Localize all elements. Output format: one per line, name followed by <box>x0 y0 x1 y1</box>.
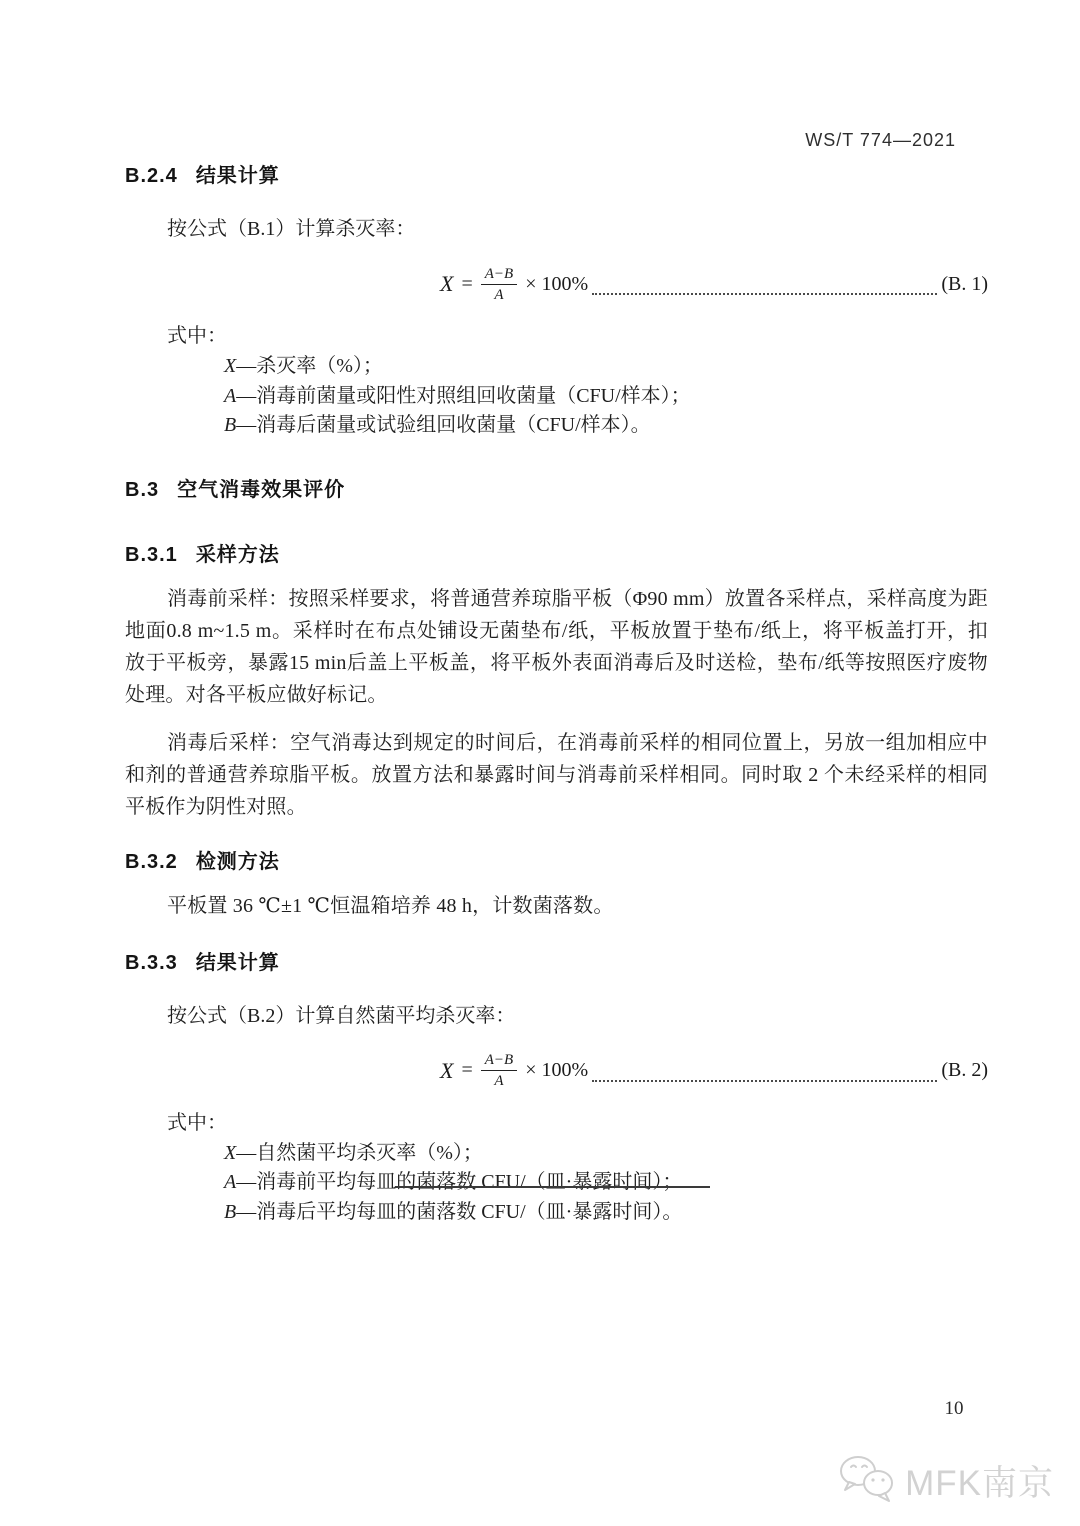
section-number: B.3.1 <box>125 543 178 566</box>
section-heading-b32 <box>125 845 988 874</box>
definition-var: A <box>224 384 237 407</box>
paragraph-sampling-before: 消毒前采样：按照采样要求，将普通营养琼脂平板（Φ90 mm）放置各采样点，采样高度为距地面0.8 m~1.5 m。采样时在布点处铺设无菌垫布/纸，平板放置于垫布/纸上，将平板盖打开，扣放于平板旁，暴露15 min后盖上平板盖，将平板外表面消毒后及时送检，垫布/纸等按照医疗废物处理。对各平板应做好标记。 <box>125 587 988 706</box>
definition-item <box>125 1168 988 1198</box>
section-title: 结果计算 <box>195 951 280 974</box>
section-number: B.3.3 <box>125 951 178 974</box>
fraction <box>481 1051 517 1090</box>
formula-b1 <box>125 259 988 309</box>
where-label: 式中： <box>167 325 227 347</box>
definition-text: —自然菌平均杀灭率（%）； <box>236 1141 483 1164</box>
section-title: 采样方法 <box>195 543 280 566</box>
formula-lhs: X <box>440 271 454 296</box>
definition-var: A <box>224 1171 237 1193</box>
section-heading-b31 <box>125 538 988 567</box>
formula-multiplier: × 100% <box>525 272 589 295</box>
definition-text: —消毒后菌量或试验组回收菌量（CFU/样本）。 <box>236 414 651 436</box>
section-heading-b24 <box>125 159 988 188</box>
definition-var: X <box>224 355 237 377</box>
definition-text: —消毒前平均每皿的菌落数 CFU/（皿·暴露时间）； <box>236 1171 683 1193</box>
formula-label: (B. 2) <box>941 1059 988 1081</box>
text-column <box>125 0 988 1227</box>
section-heading-b33 <box>125 946 988 975</box>
section-heading-b3 <box>125 473 988 502</box>
formula-b1-intro: 按公式（B.1）计算杀灭率： <box>167 218 416 240</box>
section-number: B.3.2 <box>125 850 178 873</box>
definition-item <box>125 382 988 412</box>
watermark-text: MFK南京 <box>905 1463 1054 1503</box>
definition-var: X <box>224 1141 237 1164</box>
section-title: 空气消毒效果评价 <box>177 478 346 501</box>
watermark <box>835 1452 1054 1509</box>
where-label: 式中： <box>167 1111 227 1134</box>
section-number: B.2.4 <box>125 165 178 187</box>
definition-var: B <box>224 414 237 436</box>
formula-b2-intro: 按公式（B.2）计算自然菌平均杀灭率： <box>167 1004 516 1027</box>
definition-var: B <box>224 1200 237 1223</box>
definition-text: —消毒前菌量或阳性对照组回收菌量（CFU/样本）； <box>236 384 691 407</box>
definition-item <box>125 1198 988 1228</box>
equals-sign: = <box>461 272 473 295</box>
formula-multiplier: × 100% <box>525 1059 589 1081</box>
fraction-numerator: A−B <box>481 1051 517 1071</box>
fraction-denominator: A <box>494 1073 504 1089</box>
section-title: 结果计算 <box>195 165 280 187</box>
definition-text: —杀灭率（%）； <box>236 355 383 377</box>
page-number: 10 <box>944 1398 964 1419</box>
dot-leader <box>592 291 937 295</box>
definition-item <box>125 352 988 382</box>
end-of-document-rule <box>395 1186 710 1188</box>
formula-b2 <box>125 1046 988 1096</box>
doc-code-header: WS/T 774—2021 <box>805 130 956 150</box>
section-number: B.3 <box>125 478 160 501</box>
paragraph-sampling-after: 消毒后采样：空气消毒达到规定的时间后，在消毒前采样的相同位置上，另放一组加相应中和剂的普通营养琼脂平板。放置方法和暴露时间与消毒前采样相同。同时取 2 个未经采样的相同平板作为阴性对照。 <box>125 731 988 818</box>
fraction-denominator: A <box>494 286 504 303</box>
paragraph-detection-method: 平板置 36 ℃±1 ℃恒温箱培养 48 h，计数菌落数。 <box>167 894 614 917</box>
wechat-icon <box>835 1452 899 1509</box>
definition-list <box>125 352 988 441</box>
fraction <box>481 265 517 304</box>
formula-lhs: X <box>440 1057 454 1083</box>
equals-sign: = <box>461 1059 473 1081</box>
definition-list <box>125 1139 988 1228</box>
fraction-numerator: A−B <box>481 265 517 285</box>
definition-item <box>125 411 988 441</box>
formula-label: (B. 1) <box>941 272 988 295</box>
definition-text: —消毒后平均每皿的菌落数 CFU/（皿·暴露时间）。 <box>236 1200 683 1223</box>
section-title: 检测方法 <box>195 850 280 873</box>
dot-leader <box>592 1078 937 1082</box>
definition-item <box>125 1139 988 1169</box>
